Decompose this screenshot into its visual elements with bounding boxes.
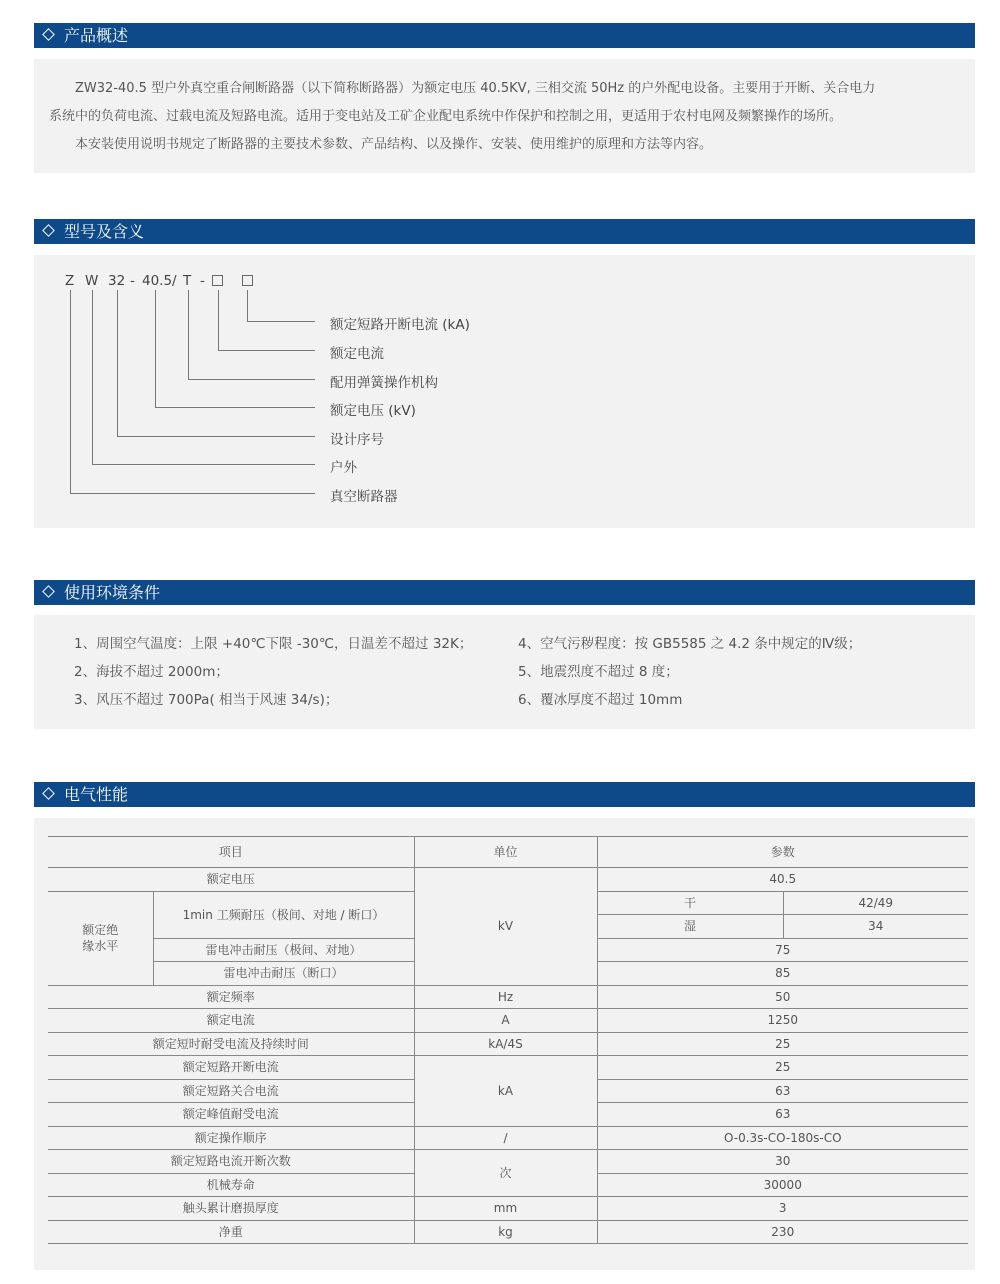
cell-value: 230: [597, 1220, 968, 1244]
cell-value: 30: [597, 1150, 968, 1174]
bracket-line: [117, 290, 118, 437]
env-item: 6、覆冰厚度不超过 10mm: [518, 692, 683, 708]
env-item: 4、空气污秽程度：按 GB5585 之 4.2 条中规定的Ⅳ级；: [518, 636, 862, 652]
section-header-model: [34, 219, 975, 244]
table-row: [48, 1220, 968, 1244]
model-label-vacuum-breaker: 真空断路器: [330, 489, 398, 505]
cell-item: 触头累计磨损厚度: [48, 1197, 414, 1221]
cell-value: O-0.3s-CO-180s-CO: [597, 1126, 968, 1150]
bracket-line: [188, 290, 189, 380]
cell-item: 雷电冲击耐压（极间、对地）: [153, 938, 414, 962]
table-header-row: [48, 837, 968, 868]
env-item: 5、地震烈度不超过 8 度；: [518, 664, 679, 680]
cell-item: 额定短路电流开断次数: [48, 1150, 414, 1174]
diamond-icon: [42, 585, 55, 598]
diamond-icon: [42, 224, 55, 237]
electrical-spec-table: [48, 836, 968, 1244]
model-code-voltage: 40.5/: [142, 273, 177, 289]
cell-value: 1250: [597, 1009, 968, 1033]
section-title: 使用环境条件: [64, 583, 161, 602]
cell-unit: mm: [414, 1197, 597, 1221]
bracket-line: [92, 290, 93, 465]
header-unit: 单位: [414, 837, 597, 868]
cell-item: 额定电压: [48, 868, 414, 892]
bracket-line: [218, 290, 219, 351]
model-code-placeholder-box: [242, 275, 253, 286]
cell-item: 1min 工频耐压（极间、对地 / 断口）: [153, 891, 414, 938]
env-item: 1、周围空气温度：上限 +40℃下限 -30℃，日温差不超过 32K；: [74, 636, 473, 652]
cell-unit: kV: [414, 868, 597, 986]
cell-insulation-label: [48, 891, 153, 985]
model-label-rated-voltage: 额定电压 (kV): [330, 403, 416, 419]
cell-unit: kA: [414, 1056, 597, 1127]
cell-value: 25: [597, 1032, 968, 1056]
cell-item: 额定频率: [48, 985, 414, 1009]
section-title: 电气性能: [64, 785, 129, 804]
model-code-z: Z: [65, 273, 75, 289]
model-code-dash2: -: [200, 273, 205, 289]
diamond-icon: [42, 28, 55, 41]
overview-text-line1: ZW32-40.5 型户外真空重合闸断路器（以下简称断路器）为额定电压 40.5KV, 三相交流 50Hz 的户外配电设备。主要用于开断、关合电力: [75, 81, 876, 96]
cell-unit: /: [414, 1126, 597, 1150]
bracket-line: [155, 407, 315, 408]
overview-panel: [34, 59, 975, 173]
cell-value: 63: [597, 1079, 968, 1103]
table-row: [48, 1009, 968, 1033]
section-header-overview: [34, 23, 975, 48]
model-label-outdoor: 户外: [330, 460, 357, 476]
cell-item: 雷电冲击耐压（断口）: [153, 962, 414, 986]
table-row: [48, 985, 968, 1009]
bracket-line: [70, 493, 315, 494]
bracket-line: [247, 321, 315, 322]
header-item: 项目: [48, 837, 414, 868]
table-row: [48, 1032, 968, 1056]
section-header-electrical: [34, 782, 975, 807]
cell-item: 额定电流: [48, 1009, 414, 1033]
model-code-dash1: -: [130, 273, 135, 289]
cell-unit: Hz: [414, 985, 597, 1009]
cell-value: 85: [597, 962, 968, 986]
cell-value: 25: [597, 1056, 968, 1080]
model-label-mechanism: 配用弹簧操作机构: [330, 375, 438, 391]
model-code-w: W: [85, 273, 99, 289]
section-title: 型号及含义: [64, 222, 145, 241]
cell-sub-label: 干: [597, 891, 783, 915]
model-code-placeholder-box: [212, 275, 223, 286]
overview-text-line3: 本安装使用说明书规定了断路器的主要技术参数、产品结构、以及操作、安装、使用维护的原理和方法等内容。: [75, 137, 713, 152]
diamond-icon: [42, 787, 55, 800]
table-row: [48, 1197, 968, 1221]
table-row: [48, 1056, 968, 1080]
bracket-line: [218, 350, 315, 351]
table-row: [48, 1126, 968, 1150]
bracket-line: [188, 379, 315, 380]
model-label-rated-current: 额定电流: [330, 346, 384, 362]
cell-unit: A: [414, 1009, 597, 1033]
cell-value: 50: [597, 985, 968, 1009]
cell-value: 63: [597, 1103, 968, 1127]
table-row: [48, 868, 968, 892]
section-header-environment: [34, 580, 975, 605]
bracket-line: [92, 464, 315, 465]
model-label-design-number: 设计序号: [330, 432, 384, 448]
model-panel: [34, 255, 975, 528]
bracket-line: [247, 290, 248, 322]
model-code-t: T: [183, 273, 192, 289]
cell-item: 额定峰值耐受电流: [48, 1103, 414, 1127]
section-title: 产品概述: [64, 26, 129, 45]
cell-unit: kg: [414, 1220, 597, 1244]
header-value: 参数: [597, 837, 968, 868]
cell-value: 75: [597, 938, 968, 962]
bracket-line: [155, 290, 156, 408]
cell-sub-label: 湿: [597, 915, 783, 939]
cell-value: 34: [783, 915, 968, 939]
cell-value: 3: [597, 1197, 968, 1221]
cell-value: 42/49: [783, 891, 968, 915]
cell-item: 机械寿命: [48, 1173, 414, 1197]
cell-item: 额定短时耐受电流及持续时间: [48, 1032, 414, 1056]
cell-item: 净重: [48, 1220, 414, 1244]
env-item: 2、海拔不超过 2000m；: [74, 664, 229, 680]
model-label-breaking-current: 额定短路开断电流 (kA): [330, 317, 470, 333]
bracket-line: [117, 436, 315, 437]
env-item: 3、风压不超过 700Pa( 相当于风速 34/s)；: [74, 692, 339, 708]
model-code-series: 32: [108, 273, 126, 289]
cell-item: 额定短路开断电流: [48, 1056, 414, 1080]
cell-item: 额定短路关合电流: [48, 1079, 414, 1103]
insulation-label: 额定绝缘水平: [82, 923, 119, 953]
cell-value: 40.5: [597, 868, 968, 892]
cell-value: 30000: [597, 1173, 968, 1197]
cell-unit: 次: [414, 1150, 597, 1197]
bracket-line: [70, 290, 71, 494]
cell-item: 额定操作顺序: [48, 1126, 414, 1150]
table-row: [48, 1150, 968, 1174]
overview-text-line2: 系统中的负荷电流、过载电流及短路电流。适用于变电站及工矿企业配电系统中作保护和控制之用，更适用于农村电网及频繁操作的场所。: [49, 109, 843, 124]
cell-unit: kA/4S: [414, 1032, 597, 1056]
